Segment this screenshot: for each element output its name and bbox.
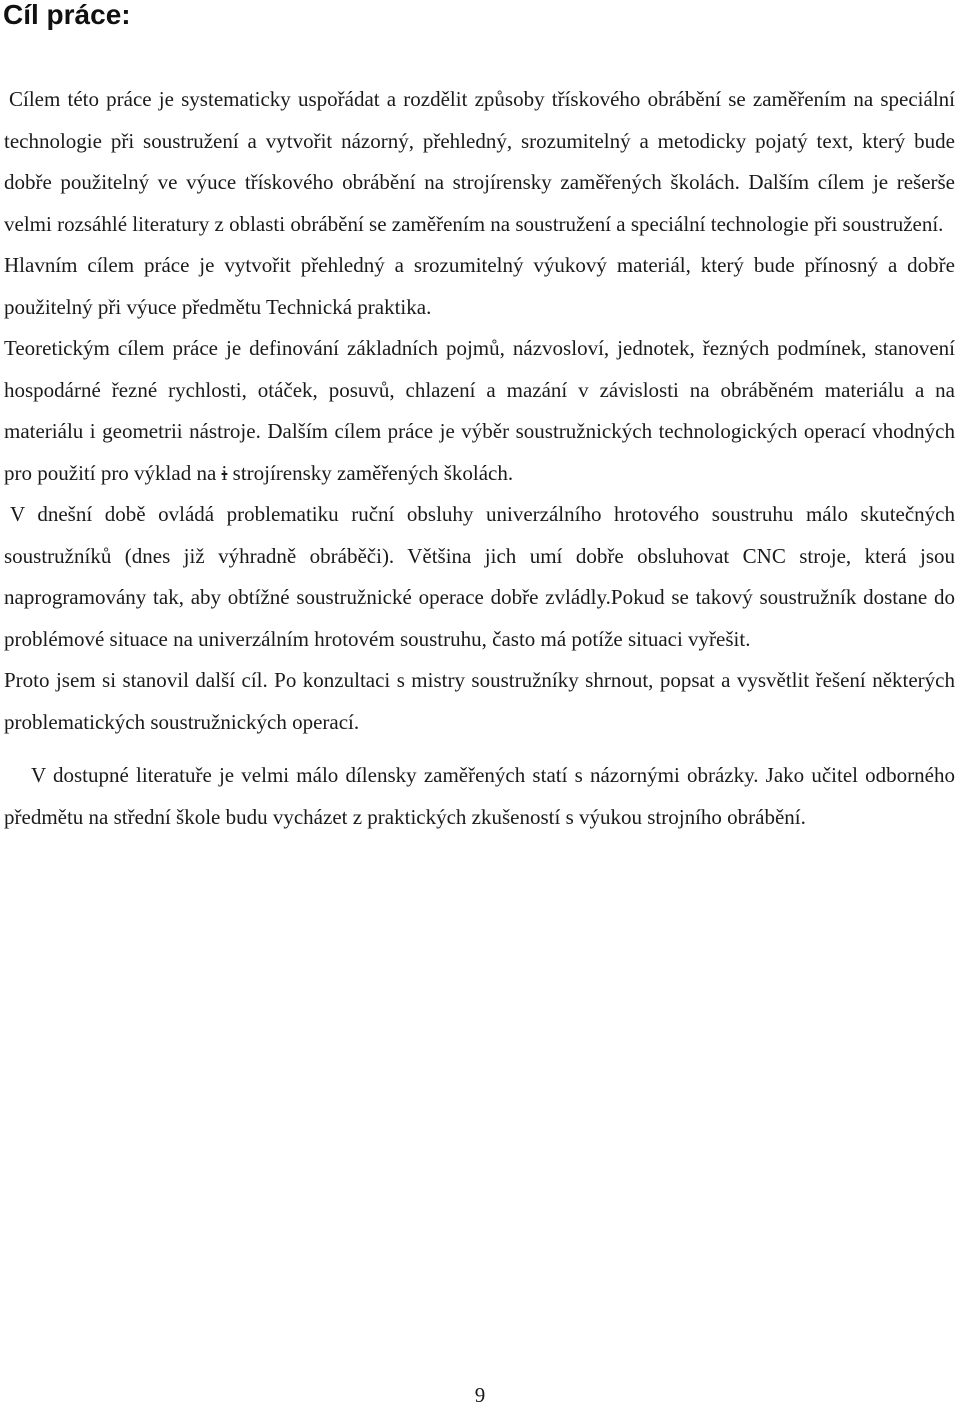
- paragraph-literature: V dostupné literatuře je velmi málo dílensky zaměřených statí s názornými obrázky. Jako učitel odborného předmětu na střední škole budu vycházet z praktických zkušeností s výukou strojního obrábění.: [4, 763, 955, 829]
- page-title: Cíl práce:: [3, 0, 131, 30]
- paragraph-goals-overview: Cílem této práce je systematicky uspořádat a rozdělit způsoby třískového obrábění se zaměřením na speciální technologie při soustružení a vytvořit názorný, přehledný, srozumitelný a metodicky pojatý text, který bude dobře použitelný ve výuce třískového obrábění na strojírensky zaměřených školách. Dalším cílem je rešerše velmi rozsáhlé literatury z oblasti obrábění se zaměřením na soustružení a speciální technologie při soustružení.: [4, 87, 955, 236]
- paragraph-further-goal: Proto jsem si stanovil další cíl. Po konzultaci s mistry soustružníky shrnout, popsat a vysvětlit řešení některých problematických soustružnických operací.: [4, 668, 955, 734]
- paragraph-theoretical-goal-text: Teoretickým cílem práce je definování základních pojmů, názvosloví, jednotek, řezných podmínek, stanovení hospodárné řezné rychlosti, otáček, posuvů, chlazení a mazání v závislosti na obráběném materiálu a na materiálu i geometrii nástroje. Dalším cílem práce je výběr soustružnických technologických operací vhodných pro použití pro výklad na: [4, 336, 955, 485]
- document-body: [4, 79, 955, 838]
- paragraph-current-situation: V dnešní době ovládá problematiku ruční obsluhy univerzálního hrotového soustruhu málo skutečných soustružníků (dnes již výhradně obráběči). Většina jich umí dobře obsluhovat CNC stroje, která jsou naprogramovány tak, aby obtížné soustružnické operace dobře zvládly.Pokud se takový soustružník dostane do problémové situace na univerzálním hrotovém soustruhu, často má potíže situaci vyřešit.: [4, 502, 955, 651]
- paragraph-theoretical-goal: [4, 328, 955, 494]
- paragraph-main-goal: Hlavním cílem práce je vytvořit přehledný a srozumitelný výukový materiál, který bude přínosný a dobře použitelný při výuce předmětu Technická praktika.: [4, 253, 955, 319]
- struck-word: i: [221, 460, 228, 485]
- paragraph-theoretical-goal-end: strojírensky zaměřených školách.: [232, 460, 514, 485]
- page-number: 9: [474, 1383, 486, 1407]
